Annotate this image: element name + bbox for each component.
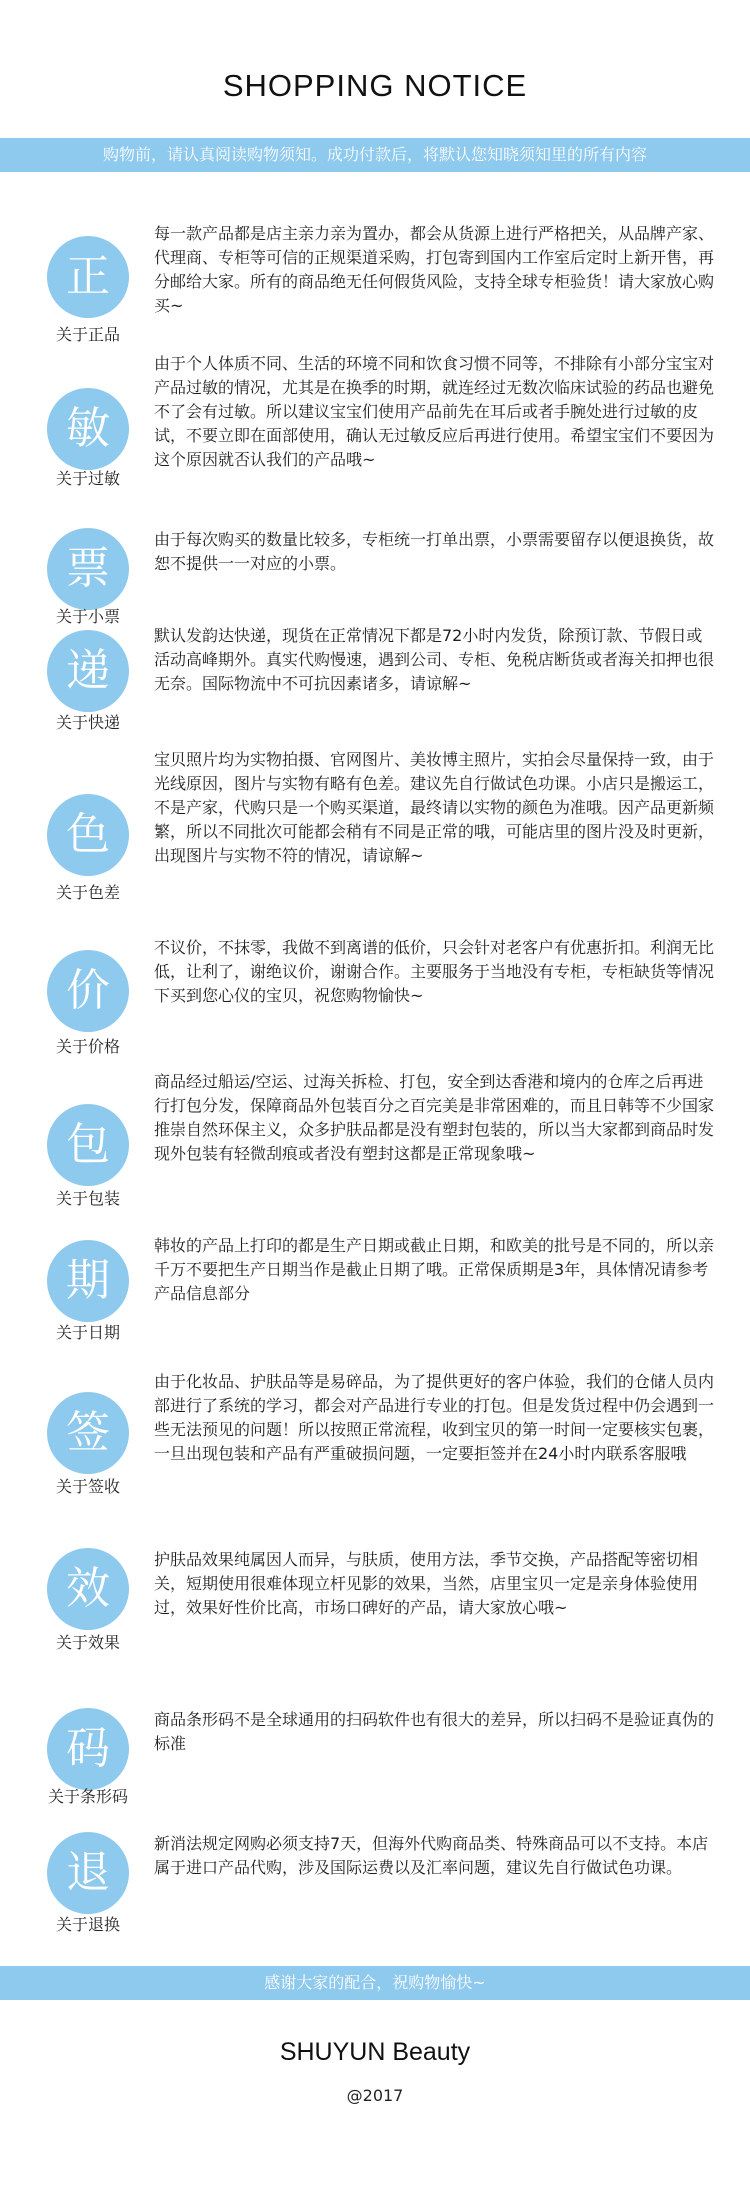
barcode-icon: 码 xyxy=(47,1708,129,1790)
item-label: 关于效果 xyxy=(55,1633,120,1652)
item-text: 商品经过船运/空运、过海关拆检、打包，安全到达香港和境内的仓库之后再进行打包分发，保障商品外包装百分之百完美是非常困难的，而且日韩等不少国家推崇自然环保主义，众多护肤品都是没有塑封包装的，所以当大家都到商品时发现外包装有轻微刮痕或者没有塑封这都是正常现象哦~ xyxy=(154,1072,715,1163)
item-label: 关于签收 xyxy=(55,1477,120,1496)
color-icon: 色 xyxy=(47,794,129,876)
page-title: SHOPPING NOTICE xyxy=(222,68,528,103)
item-label: 关于退换 xyxy=(55,1915,120,1934)
allergy-icon: 敏 xyxy=(47,388,129,470)
item-text: 商品条形码不是全球通用的扫码软件也有很大的差异，所以扫码不是验证真伪的标准 xyxy=(154,1710,715,1753)
item-text: 新消法规定网购必须支持7天，但海外代购商品类、特殊商品可以不支持。本店属于进口产品代购，涉及国际运费以及汇率问题，建议先自行做试色功课。 xyxy=(154,1834,709,1877)
item-label: 关于包装 xyxy=(55,1189,120,1208)
copyright-year: @2017 xyxy=(346,2086,404,2105)
item-label: 关于价格 xyxy=(55,1037,120,1056)
item-text: 由于每次购买的数量比较多，专柜统一打单出票，小票需要留存以便退换货，故恕不提供一一对应的小票。 xyxy=(154,530,715,573)
package-icon: 包 xyxy=(47,1104,129,1186)
item-text: 由于化妆品、护肤品等是易碎品，为了提供更好的客户体验，我们的仓储人员内部进行了系统的学习，都会对产品进行专业的打包。但是发货过程中仍会遇到一些无法预见的问题！所以按照正常流程，收到宝贝的第一时间一定要核实包裹，一旦出现包装和产品有严重破损问题，一定要拒签并在24小时内联系客服哦 xyxy=(154,1372,715,1463)
return-icon: 退 xyxy=(47,1832,129,1914)
item-label: 关于条形码 xyxy=(47,1787,128,1806)
item-text: 由于个人体质不同、生活的环境不同和饮食习惯不同等，不排除有小部分宝宝对产品过敏的情况，尤其是在换季的时期，就连经过无数次临床试验的药品也避免不了会有过敏。所以建议宝宝们使用产品前先在耳后或者手腕处进行过敏的皮试，不要立即在面部使用，确认无过敏反应后再进行使用。希望宝宝们不要因为这个原因就否认我们的产品哦~ xyxy=(154,354,715,469)
authentic-icon: 正 xyxy=(47,236,129,318)
item-label: 关于正品 xyxy=(55,325,120,344)
notice-banner: 购物前，请认真阅读购物须知。成功付款后，将默认您知晓须知里的所有内容 xyxy=(0,138,750,172)
item-text: 宝贝照片均为实物拍摄、官网图片、美妆博主照片，实拍会尽量保持一致，由于光线原因，图片与实物有略有色差。建议先自行做试色功课。小店只是搬运工，不是产家，代购只是一个购买渠道，最终请以实物的颜色为准哦。因产品更新频繁，所以不同批次可能都会稍有不同是正常的哦，可能店里的图片没及时更新，出现图片与实物不符的情况，请谅解~ xyxy=(154,750,715,865)
date-icon: 期 xyxy=(47,1240,129,1322)
item-text: 不议价，不抹零，我做不到离谱的低价，只会针对老客户有优惠折扣。利润无比低，让利了，谢绝议价，谢谢合作。主要服务于当地没有专柜，专柜缺货等情况下买到您心仪的宝贝，祝您购物愉快~ xyxy=(154,938,715,1005)
delivery-icon: 递 xyxy=(47,630,129,712)
item-text: 护肤品效果纯属因人而异，与肤质，使用方法，季节交换，产品搭配等密切相关，短期使用很难体现立杆见影的效果，当然，店里宝贝一定是亲身体验使用过，效果好性价比高，市场口碑好的产品，请大家放心哦~ xyxy=(154,1550,699,1617)
effect-icon: 效 xyxy=(47,1548,129,1630)
item-text: 默认发韵达快递，现货在正常情况下都是72小时内发货，除预订款、节假日或活动高峰期外。真实代购慢速，遇到公司、专柜、免税店断货或者海关扣押也很无奈。国际物流中不可抗因素诸多，请谅解~ xyxy=(154,626,715,693)
item-text: 每一款产品都是店主亲力亲为置办，都会从货源上进行严格把关，从品牌产家、代理商、专柜等可信的正规渠道采购，打包寄到国内工作室后定时上新开售，再分邮给大家。所有的商品绝无任何假货风险，支持全球专柜验货！请大家放心购买~ xyxy=(154,224,715,315)
thanks-banner: 感谢大家的配合，祝购物愉快~ xyxy=(0,1966,750,2000)
signing-icon: 签 xyxy=(47,1392,129,1474)
item-text: 韩妆的产品上打印的都是生产日期或截止日期，和欧美的批号是不同的，所以亲千万不要把生产日期当作是截止日期了哦。正常保质期是3年，具体情况请参考产品信息部分 xyxy=(154,1236,715,1303)
price-icon: 价 xyxy=(47,950,129,1032)
receipt-icon: 票 xyxy=(47,528,129,610)
item-label: 关于色差 xyxy=(55,883,120,902)
brand-name: SHUYUN Beauty xyxy=(279,2038,471,2066)
item-label: 关于日期 xyxy=(55,1323,120,1342)
item-label: 关于快递 xyxy=(55,713,120,732)
item-label: 关于小票 xyxy=(55,607,120,626)
item-label: 关于过敏 xyxy=(55,469,120,488)
